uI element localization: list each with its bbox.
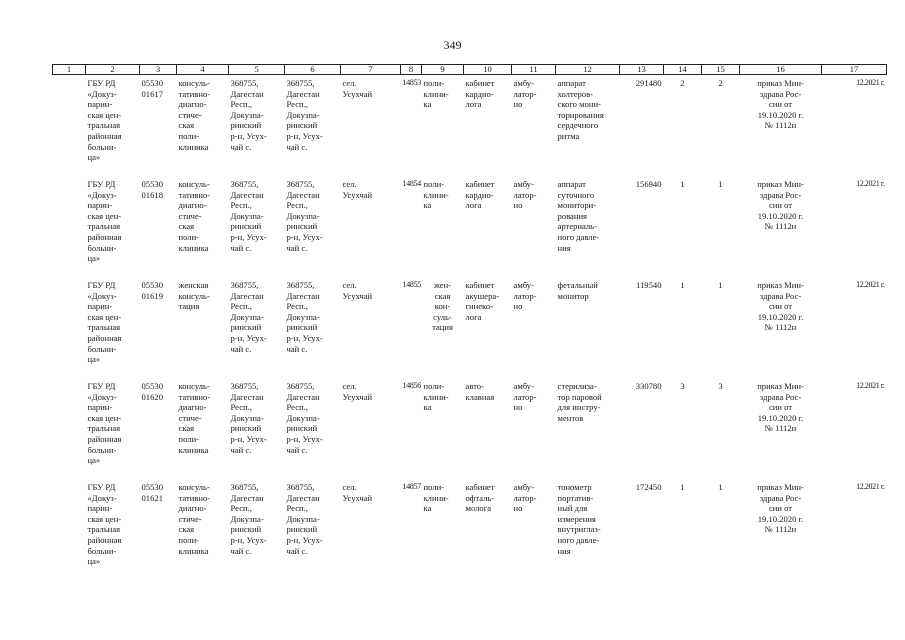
table-row — [53, 479, 887, 580]
cell-care-type: амбу- латор- но — [513, 482, 537, 514]
cell-code: 05530 01620 — [141, 381, 163, 402]
cell-care-type: амбу- латор- но — [513, 280, 537, 312]
cell-regulation: приказ Мин- здрава Рос- сии от 19.10.2020 г. № 1112н — [757, 280, 804, 333]
table-body — [53, 75, 887, 581]
column-header: 2 — [86, 65, 140, 75]
cell-room: авто- клавная — [465, 381, 495, 402]
cell-row-number — [53, 378, 86, 479]
column-header: 17 — [822, 65, 887, 75]
cell-price: 156940 — [635, 179, 662, 189]
cell-settlement: сел. Усухчай — [342, 78, 373, 99]
cell-code: 05530 01617 — [141, 78, 163, 99]
cell-record-id: 14854 — [402, 179, 422, 188]
cell-record-id: 14853 — [402, 78, 422, 87]
cell-organization: ГБУ РД «Докуз- парин- ская цен- тральная районная больни- ца» — [87, 381, 122, 466]
column-header: 9 — [422, 65, 464, 75]
cell-quantity: 1 — [680, 179, 685, 189]
cell-quantity-required: 2 — [718, 78, 723, 88]
cell-unit: консуль- тативно- диагно- стиче- ская поли- клиника — [178, 179, 211, 253]
cell-regulation: приказ Мин- здрава Рос- сии от 19.10.2020 г. № 1112н — [757, 179, 804, 232]
cell-department: поли- клини- ка — [423, 482, 449, 514]
column-number-row — [53, 65, 887, 75]
cell-room: кабинет кардио- лога — [465, 179, 495, 211]
cell-code: 05530 01619 — [141, 280, 163, 301]
cell-care-type: амбу- латор- но — [513, 78, 537, 110]
cell-care-type: амбу- латор- но — [513, 381, 537, 413]
column-header: 15 — [702, 65, 740, 75]
column-header: 13 — [620, 65, 664, 75]
cell-equipment: тонометр портатив- ный для измерения внутриглаз- ного давле- ния — [557, 482, 601, 556]
cell-quantity: 1 — [680, 280, 685, 290]
cell-actual-address: 368755, Дагестан Респ., Докузпа- ринский р-н, Усух- чай с. — [286, 482, 323, 556]
table-header — [53, 65, 887, 75]
cell-quantity: 1 — [680, 482, 685, 492]
cell-settlement: сел. Усухчай — [342, 179, 373, 200]
cell-date: 12.2021 г. — [856, 280, 885, 289]
cell-unit: консуль- тативно- диагно- стиче- ская поли- клиника — [178, 381, 211, 455]
column-header: 8 — [401, 65, 422, 75]
cell-unit: консуль- тативно- диагно- стиче- ская поли- клиника — [178, 78, 211, 152]
column-header: 3 — [140, 65, 177, 75]
cell-equipment: аппарат холтеров- ского мони- торирования сердечного ритма — [557, 78, 604, 141]
cell-organization: ГБУ РД «Докуз- парин- ская цен- тральная районная больни- ца» — [87, 179, 122, 264]
cell-settlement: сел. Усухчай — [342, 482, 373, 503]
cell-quantity-required: 1 — [718, 179, 723, 189]
column-header: 14 — [664, 65, 702, 75]
column-header: 1 — [53, 65, 86, 75]
page-number: 349 — [443, 38, 462, 52]
cell-actual-address: 368755, Дагестан Респ., Докузпа- ринский р-н, Усух- чай с. — [286, 179, 323, 253]
cell-organization: ГБУ РД «Докуз- парин- ская цен- тральная районная больни- ца» — [87, 280, 122, 365]
column-header: 7 — [341, 65, 401, 75]
cell-quantity-required: 1 — [718, 280, 723, 290]
cell-quantity-required: 3 — [718, 381, 723, 391]
cell-legal-address: 368755, Дагестан Респ., Докузпа- ринский р-н, Усух- чай с. — [230, 179, 267, 253]
cell-regulation: приказ Мин- здрава Рос- сии от 19.10.2020 г. № 1112н — [757, 482, 804, 535]
cell-organization: ГБУ РД «Докуз- парин- ская цен- тральная районная больни- ца» — [87, 482, 122, 567]
cell-date: 12.2021 г. — [856, 179, 885, 188]
cell-department: поли- клини- ка — [423, 381, 449, 413]
cell-settlement: сел. Усухчай — [342, 280, 373, 301]
cell-quantity: 2 — [680, 78, 685, 88]
cell-department: жен- ская кон- суль- тация — [432, 280, 453, 333]
column-header: 5 — [229, 65, 285, 75]
cell-legal-address: 368755, Дагестан Респ., Докузпа- ринский р-н, Усух- чай с. — [230, 78, 267, 152]
cell-equipment: фетальный монитор — [557, 280, 598, 301]
cell-price: 330780 — [635, 381, 662, 391]
cell-equipment: стерилиза- тор паровой для инстру- ментов — [557, 381, 602, 423]
cell-code: 05530 01621 — [141, 482, 163, 503]
cell-legal-address: 368755, Дагестан Респ., Докузпа- ринский р-н, Усух- чай с. — [230, 280, 267, 354]
cell-room: кабинет кардио- лога — [465, 78, 495, 110]
cell-organization: ГБУ РД «Докуз- парин- ская цен- тральная районная больни- ца» — [87, 78, 122, 163]
cell-department: поли- клини- ка — [423, 179, 449, 211]
cell-row-number — [53, 479, 86, 580]
cell-date: 12.2021 г. — [856, 482, 885, 491]
cell-record-id: 14856 — [402, 381, 422, 390]
cell-unit: консуль- тативно- диагно- стиче- ская поли- клиника — [178, 482, 211, 556]
column-header: 16 — [740, 65, 822, 75]
column-header: 10 — [464, 65, 512, 75]
cell-regulation: приказ Мин- здрава Рос- сии от 19.10.2020 г. № 1112н — [757, 381, 804, 434]
cell-quantity-required: 1 — [718, 482, 723, 492]
cell-row-number — [53, 176, 86, 277]
column-header: 6 — [285, 65, 341, 75]
cell-equipment: аппарат суточного монитори- рования артериаль- ного давле- ния — [557, 179, 600, 253]
registry-table — [52, 64, 887, 580]
cell-legal-address: 368755, Дагестан Респ., Докузпа- ринский р-н, Усух- чай с. — [230, 381, 267, 455]
cell-code: 05530 01618 — [141, 179, 163, 200]
cell-regulation: приказ Мин- здрава Рос- сии от 19.10.2020 г. № 1112н — [757, 78, 804, 131]
cell-date: 12.2021 г. — [856, 78, 885, 87]
table-row — [53, 75, 887, 177]
cell-department: поли- клини- ка — [423, 78, 449, 110]
cell-price: 291480 — [635, 78, 662, 88]
cell-settlement: сел. Усухчай — [342, 381, 373, 402]
table-row — [53, 378, 887, 479]
column-header: 11 — [512, 65, 556, 75]
cell-care-type: амбу- латор- но — [513, 179, 537, 211]
cell-actual-address: 368755, Дагестан Респ., Докузпа- ринский р-н, Усух- чай с. — [286, 78, 323, 152]
cell-price: 172450 — [635, 482, 662, 492]
cell-record-id: 14857 — [402, 482, 422, 491]
cell-actual-address: 368755, Дагестан Респ., Докузпа- ринский р-н, Усух- чай с. — [286, 280, 323, 354]
cell-row-number — [53, 75, 86, 177]
cell-unit: женская консуль- тация — [178, 280, 210, 312]
cell-room: кабинет офталь- молога — [465, 482, 495, 514]
column-header: 4 — [177, 65, 229, 75]
cell-row-number — [53, 277, 86, 378]
cell-quantity: 3 — [680, 381, 685, 391]
cell-price: 119540 — [636, 280, 662, 290]
cell-legal-address: 368755, Дагестан Респ., Докузпа- ринский р-н, Усух- чай с. — [230, 482, 267, 556]
cell-record-id: 14855 — [402, 280, 422, 289]
table-row — [53, 277, 887, 378]
cell-date: 12.2021 г. — [856, 381, 885, 390]
column-header: 12 — [556, 65, 620, 75]
table-row — [53, 176, 887, 277]
cell-actual-address: 368755, Дагестан Респ., Докузпа- ринский р-н, Усух- чай с. — [286, 381, 323, 455]
cell-room: кабинет акушера- гинеко- лога — [465, 280, 500, 322]
